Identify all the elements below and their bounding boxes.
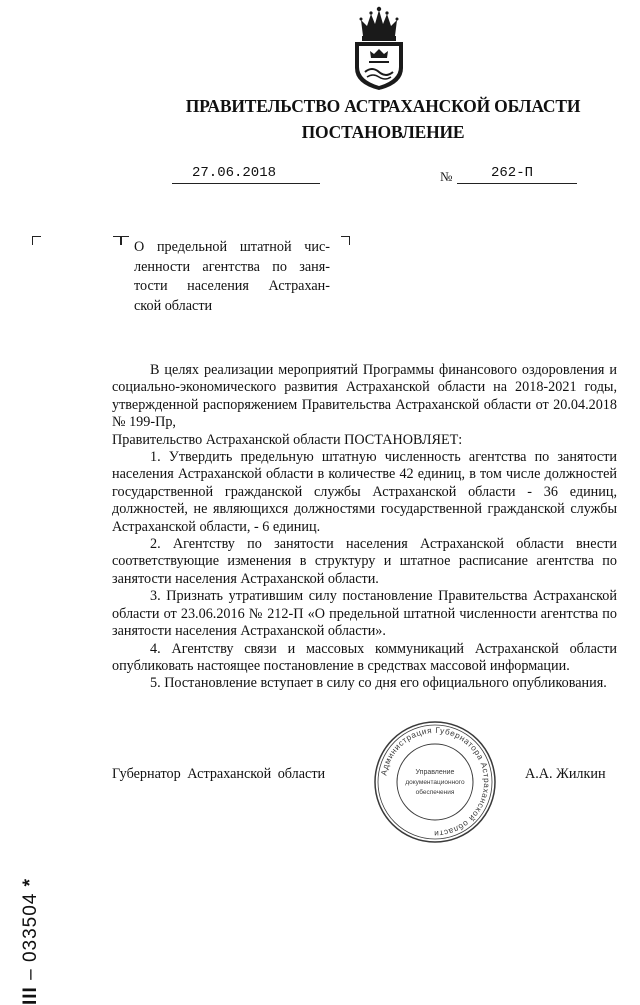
clause-paragraph: 5. Постановление вступает в силу со дня его официального опубликования. — [150, 675, 607, 692]
number-label: № — [440, 169, 453, 184]
subject-block — [134, 238, 330, 316]
document-number: 262-П — [491, 165, 534, 181]
clause-paragraph: 3. Признать утратившим силу постановление Правительства Астраханской области от 23.06.2016 № 212-П «О предельной штатной численности агентства по занятости населения Астраханской области». — [112, 588, 617, 640]
serial-series: III — [20, 986, 41, 1005]
date-underline — [172, 183, 320, 184]
serial-star-mark: * — [20, 877, 41, 887]
number-underline — [457, 183, 577, 184]
official-stamp — [371, 718, 499, 846]
stamp-outer-text: Администрация Губернатора Астраханской области — [379, 725, 492, 839]
document-type-title: ПОСТАНОВЛЕНИЕ — [301, 122, 465, 142]
corner-bracket-mark — [32, 236, 41, 245]
clause-paragraph: 4. Агентству связи и массовых коммуникаций Астраханской области опубликовать настоящее постановление в средствах массовой информации. — [112, 640, 617, 674]
subject-line: ленности агентства по заня- — [134, 258, 330, 275]
stamp-inner-line: обеспечения — [415, 789, 455, 796]
clause-paragraph: 1. Утвердить предельную штатную численность агентства по занятости населения Астраханской области в количестве 42 единиц, в том числе должностей государственной гражданской службы Астраханской области - 36 единиц, должностей, не являющихся должностями государственной гражданской службы Астраханской области, - 6 единиц. — [112, 449, 617, 535]
government-title: ПРАВИТЕЛЬСТВО АСТРАХАНСКОЙ ОБЛАСТИ — [185, 96, 581, 116]
subject-line: ской области — [134, 297, 213, 314]
stamp-inner-line: документационного — [405, 779, 465, 786]
subject-line: О предельной штатной чис- — [134, 239, 330, 255]
document-body — [112, 362, 617, 693]
subject-line: тости населения Астрахан- — [134, 278, 330, 294]
clause-paragraph: 2. Агентству по занятости населения Астраханской области внести соответствующие изменения в структуру и штатное расписание агентства по занятости населения Астраханской области. — [112, 536, 617, 587]
signatory-name: А.А. Жилкин — [525, 766, 606, 782]
corner-bracket-mark — [341, 236, 350, 245]
serial-dash: – — [20, 968, 41, 980]
stamp-inner-line: Управление — [415, 769, 455, 776]
serial-number: 033504 — [20, 892, 41, 963]
document-date: 27.06.2018 — [192, 165, 277, 181]
form-serial-number — [20, 878, 42, 1005]
resolve-paragraph: Правительство Астраханской области ПОСТАНОВЛЯЕТ: — [112, 431, 463, 448]
intro-paragraph: В целях реализации мероприятий Программы финансового оздоровления и социально-экономического развития Астраханской области на 2018-2021 годы, утвержденной распоряжением Правительства Астраханской области от 20.04.2018 № 199-Пр, — [112, 362, 617, 431]
corner-bracket-mark — [120, 236, 129, 245]
signatory-position: Губернатор Астраханской области — [112, 766, 326, 782]
coat-of-arms-emblem — [349, 6, 409, 92]
